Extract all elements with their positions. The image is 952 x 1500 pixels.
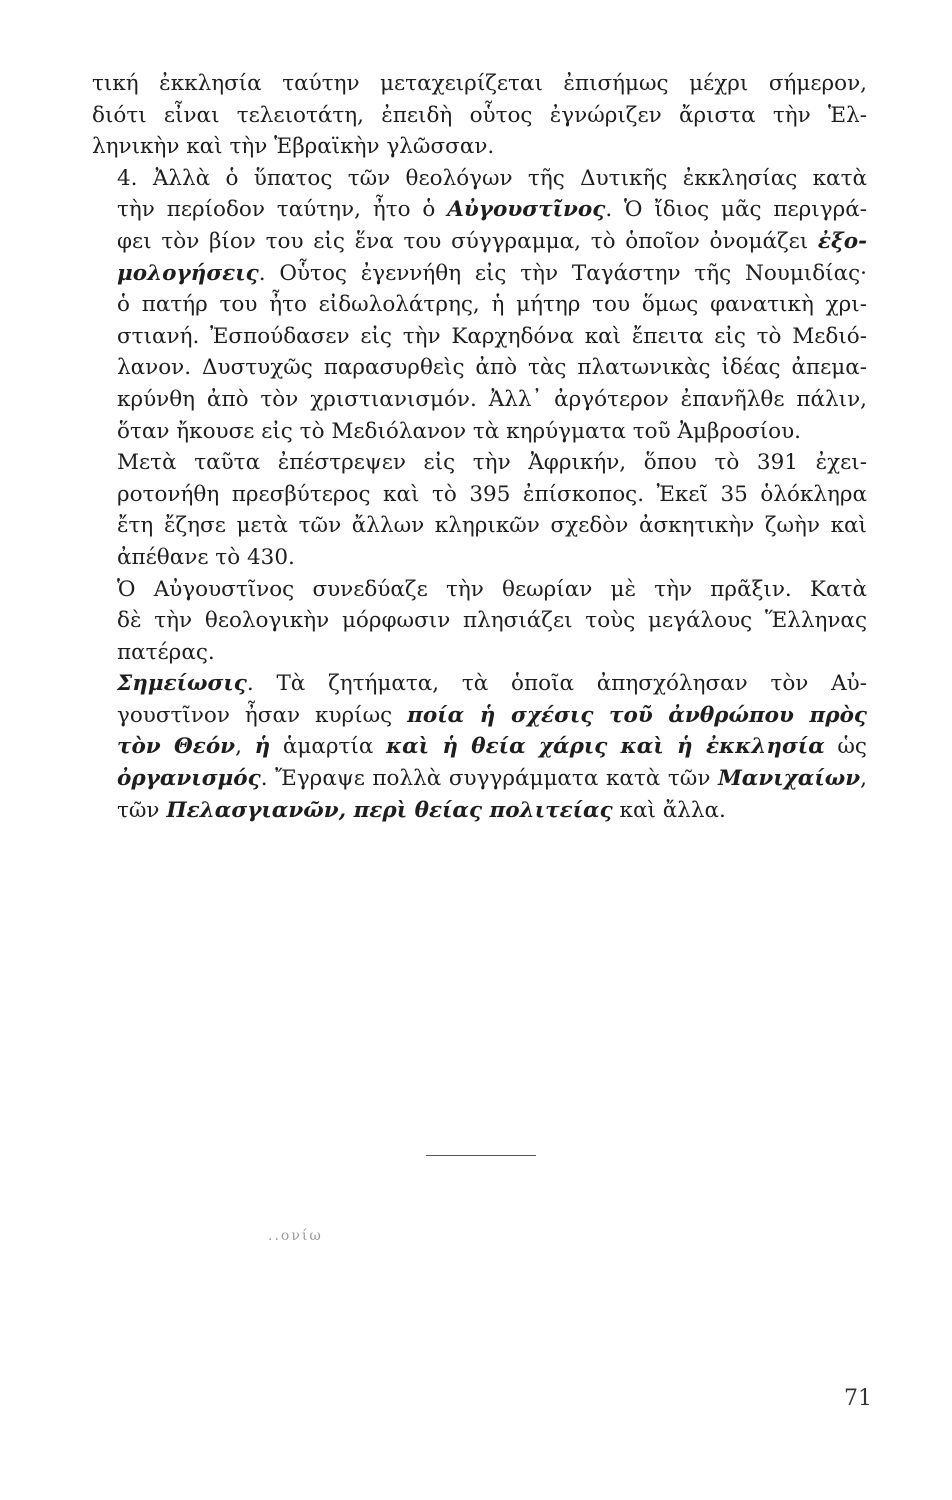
emphasis-text: καὶ ἡ θεία χάρις καὶ ἡ ἐκκλησία	[385, 734, 825, 760]
paragraph	[92, 163, 867, 447]
text-run: τική ἐκκλησία ταύτην μεταχειρίζεται ἐπισήμως μέχρι σήμερον,	[92, 71, 867, 96]
text-line	[92, 226, 867, 258]
emphasis-text: Σημείωσις	[117, 671, 247, 697]
emphasis-text: Πελασγιανῶν, περὶ θείας πολιτείας	[166, 797, 613, 823]
text-run: . Οὗτος ἐγεννήθη εἰς τὴν Ταγάστην τῆς Νουμιδίας·	[258, 260, 867, 286]
emphasis-text: ποία ἡ σχέσις τοῦ ἀνθρώπου πρὸς	[407, 702, 867, 728]
text-run: ὁ πατήρ του ἦτο εἰδωλολάτρης, ἡ μήτηρ του ὅμως φανατικὴ χρι-	[117, 292, 867, 318]
text-line	[92, 795, 867, 827]
text-run: λανον. Δυστυχῶς παρασυρθεὶς ἀπὸ τὰς πλατωνικὰς ἰδέας ἀπεμα-	[117, 355, 867, 381]
emphasis-text: ὀργανισμός	[117, 766, 261, 792]
text-run: ,	[235, 734, 255, 760]
text-line	[92, 352, 867, 384]
text-run: ὅταν ἤκουσε εἰς τὸ Μεδιόλανον τὰ κηρύγματα τοῦ Ἀμβροσίου.	[117, 418, 801, 444]
text-run: τὴν περίοδον ταύτην, ἦτο ὁ	[117, 197, 448, 223]
text-run: Ὁ Αὐγουστῖνος συνεδύαζε τὴν θεωρίαν μὲ τὴν πρᾶξιν. Κατὰ	[117, 576, 867, 602]
page-number: 71	[844, 1386, 872, 1411]
text-line	[92, 668, 867, 700]
section-divider	[426, 1155, 536, 1156]
paragraph	[92, 574, 867, 669]
text-line	[92, 479, 867, 511]
text-line	[92, 258, 867, 290]
emphasis-text: Αὐγουστῖνος	[447, 197, 606, 223]
text-run: . Ὁ ἴδιος μᾶς περιγρά-	[605, 197, 867, 223]
text-run: . Τὰ ζητήματα, τὰ ὁποῖα ἀπησχόλησαν τὸν Αὐ-	[246, 671, 867, 697]
text-run: πατέρας.	[117, 639, 215, 665]
paragraph	[92, 68, 867, 163]
text-run: γουστῖνον ἦσαν κυρίως	[117, 702, 408, 728]
text-run: ἁμαρτία	[270, 734, 386, 760]
text-line	[92, 731, 867, 763]
emphasis-text: Μανιχαίων	[718, 766, 861, 792]
emphasis-text: τὸν Θεόν	[117, 734, 236, 760]
text-line	[92, 321, 867, 353]
text-line	[92, 574, 867, 606]
text-line	[92, 289, 867, 321]
emphasis-text: ἐξο-	[817, 228, 867, 254]
text-line	[92, 763, 867, 795]
bleed-through-text: ..ονίω	[268, 1228, 323, 1244]
text-run: διότι εἶναι τελειοτάτη, ἐπειδὴ οὗτος ἐγνώριζεν ἄριστα τὴν Ἑλ-	[92, 102, 867, 128]
text-run: . Ἔγραψε πολλὰ συγγράμματα κατὰ τῶν	[260, 766, 718, 792]
text-run: ὡς	[824, 734, 867, 760]
text-run: τῶν	[117, 797, 167, 823]
text-line	[92, 637, 867, 669]
text-line	[92, 700, 867, 732]
text-run: 4. Ἀλλὰ ὁ ὕπατος τῶν θεολόγων τῆς Δυτικῆς ἐκκλησίας κατὰ	[117, 165, 867, 191]
emphasis-text: ἡ	[254, 734, 271, 760]
text-line	[92, 605, 867, 637]
text-run: ἀπέθανε τὸ 430.	[117, 544, 295, 570]
text-line	[92, 510, 867, 542]
paragraph	[92, 668, 867, 826]
text-line	[92, 163, 867, 195]
emphasis-text: μολογήσεις	[117, 260, 259, 286]
text-line	[92, 447, 867, 479]
text-run: ,	[860, 766, 867, 792]
paragraph	[92, 447, 867, 573]
text-line	[92, 416, 867, 448]
text-run: ροτονήθη πρεσβύτερος καὶ τὸ 395 ἐπίσκοπος. Ἐκεῖ 35 ὁλόκληρα	[117, 481, 867, 507]
text-run: δὲ τὴν θεολογικὴν μόρφωσιν πλησιάζει τοὺς μεγάλους Ἕλληνας	[117, 608, 867, 634]
text-line	[92, 542, 867, 574]
text-run: στιανή. Ἐσπούδασεν εἰς τὴν Καρχηδόνα καὶ ἔπειτα εἰς τὸ Μεδιό-	[117, 323, 867, 349]
text-line	[92, 194, 867, 226]
text-line	[92, 384, 867, 416]
page-body-text	[92, 68, 867, 826]
text-run: ἔτη ἔζησε μετὰ τῶν ἄλλων κληρικῶν σχεδὸν ἀσκητικὴν ζωὴν καὶ	[117, 513, 867, 539]
text-run: ληνικὴν καὶ τὴν Ἑβραϊκὴν γλῶσσαν.	[92, 134, 495, 160]
text-run: κρύνθη ἀπὸ τὸν χριστιανισμόν. Ἀλλ᾽ ἀργότερον ἐπανῆλθε πάλιν,	[117, 386, 867, 412]
text-line	[92, 68, 867, 100]
text-line	[92, 100, 867, 132]
text-line	[92, 131, 867, 163]
text-run: καὶ ἄλλα.	[612, 797, 726, 823]
text-run: φει τὸν βίον του εἰς ἕνα του σύγγραμμα, τὸ ὁποῖον ὀνομάζει	[117, 228, 818, 254]
text-run: Μετὰ ταῦτα ἐπέστρεψεν εἰς τὴν Ἀφρικήν, ὅπου τὸ 391 ἐχει-	[117, 450, 867, 476]
